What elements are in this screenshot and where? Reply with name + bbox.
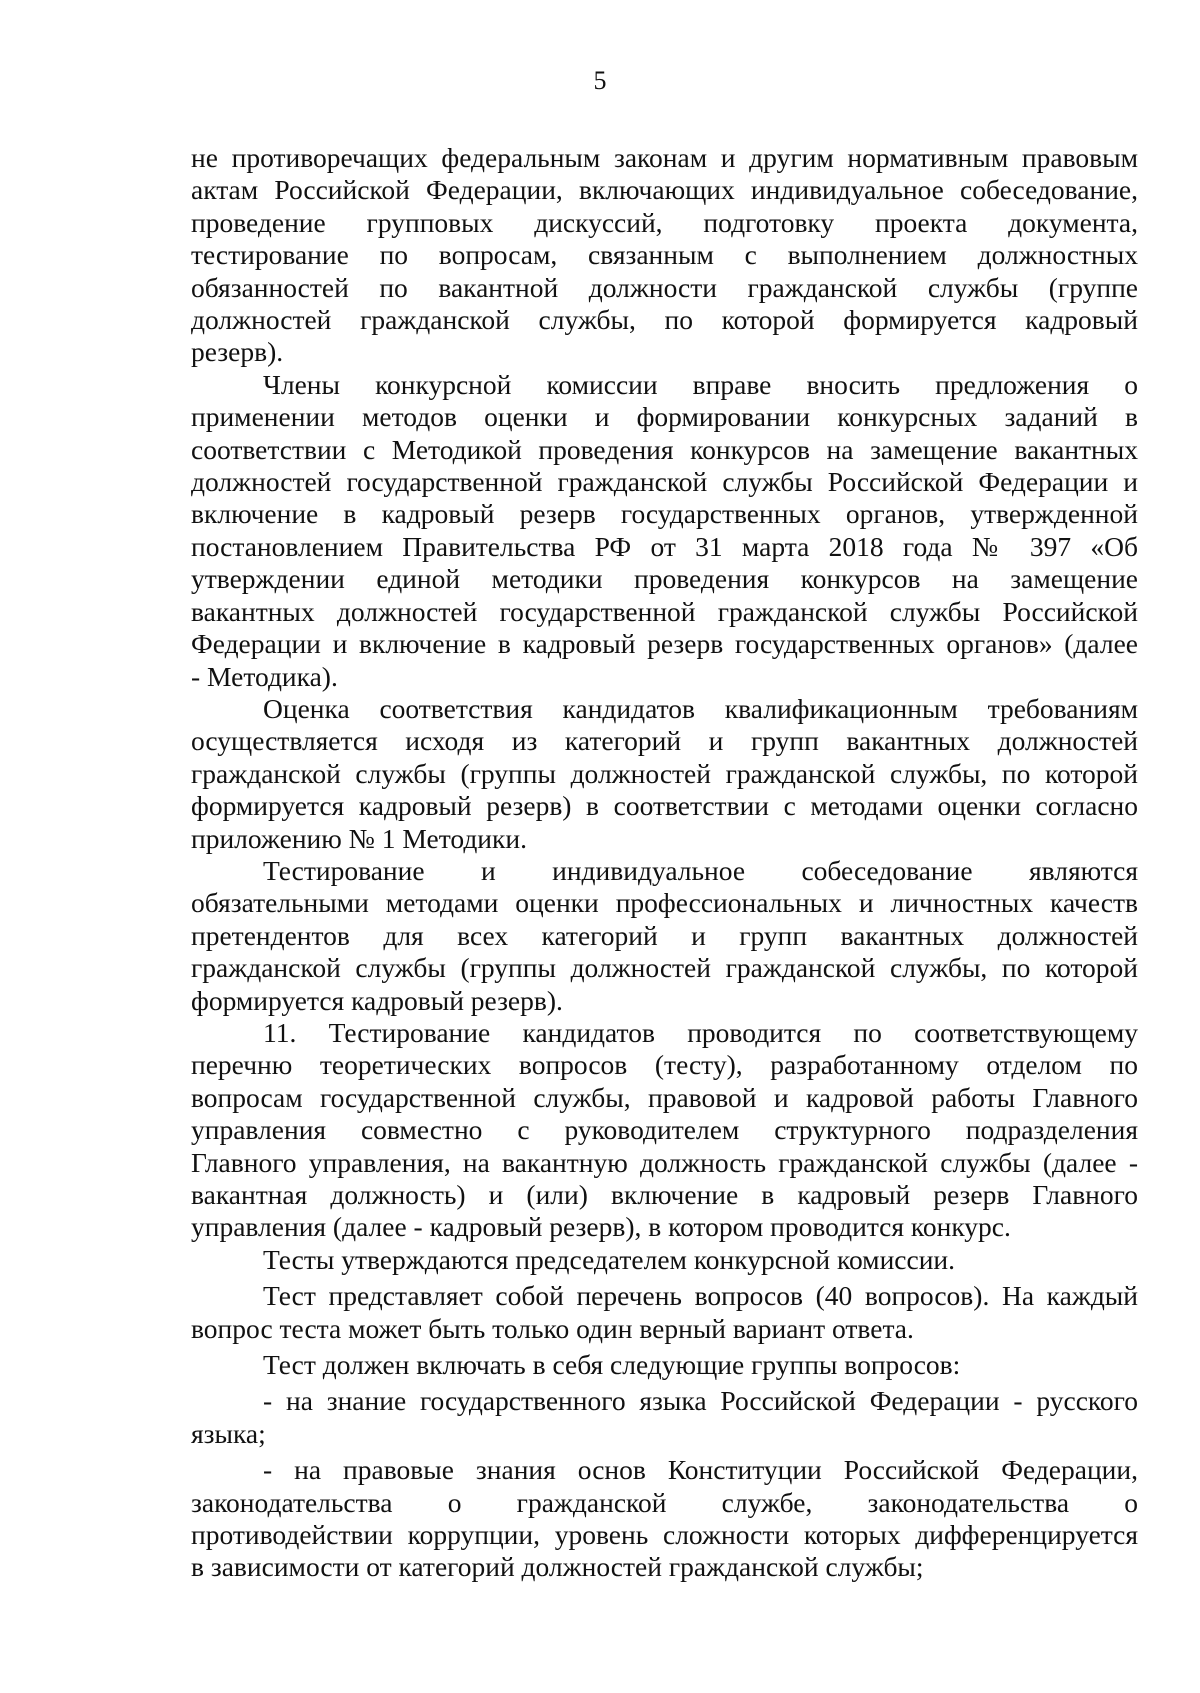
- text-line: претендентов для всех категорий и групп вакантных должностей: [191, 919, 1138, 951]
- text-line: - Методика).: [191, 660, 338, 692]
- paragraph: [191, 1385, 1138, 1450]
- text-line: вакантная должность) и (или) включение в кадровый резерв Главного: [191, 1179, 1138, 1210]
- paragraph: [191, 1017, 1138, 1244]
- text-line: управления совместно с руководителем структурного подразделения: [191, 1114, 1138, 1146]
- text-line: тестирование по вопросам, связанным с выполнением должностных: [191, 239, 1138, 271]
- text-line: актам Российской Федерации, включающих индивидуальное собеседование,: [191, 174, 1138, 206]
- text-line: противодействии коррупции, уровень сложности которых дифференцируется: [191, 1519, 1138, 1551]
- text-line: перечню теоретических вопросов (тесту), разработанному отделом по: [191, 1049, 1138, 1081]
- paragraph: [191, 1244, 1138, 1276]
- text-line: законодательства о гражданской службе, законодательства о: [191, 1486, 1138, 1518]
- text-line: Тестирование и индивидуальное собеседование являются: [263, 854, 1138, 886]
- paragraph: [191, 1454, 1138, 1584]
- text-line: формируется кадровый резерв) в соответствии с методами оценки согласно: [191, 790, 1138, 822]
- text-line: должностей гражданской службы, по которой формируется кадровый: [191, 304, 1138, 336]
- text-line: обязанностей по вакантной должности гражданской службы (группе: [191, 271, 1138, 303]
- text-line: Главного управления, на вакантную должность гражданской службы (далее -: [191, 1146, 1138, 1178]
- text-line: должностей государственной гражданской службы Российской Федерации и: [191, 466, 1138, 498]
- text-line: применении методов оценки и формировании конкурсных заданий в: [191, 401, 1138, 433]
- text-line: приложению № 1 Методики.: [191, 822, 527, 854]
- paragraph: [191, 142, 1138, 369]
- text-line: языка;: [191, 1417, 266, 1449]
- paragraph: [191, 369, 1138, 693]
- text-line: включение в кадровый резерв государственных органов, утвержденной: [191, 498, 1138, 530]
- text-line: утверждении единой методики проведения конкурсов на замещение: [191, 563, 1138, 595]
- text-line: вопрос теста может быть только один верный вариант ответа.: [191, 1312, 914, 1344]
- text-line: Тесты утверждаются председателем конкурсной комиссии.: [263, 1243, 956, 1275]
- text-line: в зависимости от категорий должностей гражданской службы;: [191, 1551, 924, 1583]
- paragraph: [191, 693, 1138, 855]
- text-line: резерв).: [191, 336, 284, 368]
- text-line: - на знание государственного языка Российской Федерации - русского: [263, 1385, 1138, 1417]
- text-line: вопросам государственной службы, правовой и кадровой работы Главного: [191, 1081, 1138, 1113]
- text-line: управления (далее - кадровый резерв), в котором проводится конкурс.: [191, 1211, 1011, 1243]
- text-line: Члены конкурсной комиссии вправе вносить предложения о: [263, 368, 1138, 400]
- text-line: 11. Тестирование кандидатов проводится по соответствующему: [263, 1016, 1138, 1048]
- text-line: проведение групповых дискуссий, подготовку проекта документа,: [191, 206, 1138, 238]
- text-line: не противоречащих федеральным законам и другим нормативным правовым: [191, 142, 1138, 173]
- document-body: [191, 142, 1138, 1584]
- text-line: гражданской службы (группы должностей гражданской службы, по которой: [191, 757, 1138, 789]
- text-line: - на правовые знания основ Конституции Российской Федерации,: [263, 1454, 1138, 1486]
- text-line: Тест должен включать в себя следующие группы вопросов:: [263, 1349, 961, 1381]
- paragraph: [191, 1349, 1138, 1381]
- text-line: Тест представляет собой перечень вопросов (40 вопросов). На каждый: [263, 1280, 1138, 1312]
- text-line: постановлением Правительства РФ от 31 марта 2018 года № 397 «Об: [191, 530, 1138, 562]
- paragraph: [191, 1280, 1138, 1345]
- text-line: осуществляется исходя из категорий и групп вакантных должностей: [191, 725, 1138, 757]
- text-line: Оценка соответствия кандидатов квалификационным требованиям: [263, 692, 1138, 724]
- text-line: формируется кадровый резерв).: [191, 984, 563, 1016]
- paragraph: [191, 855, 1138, 1017]
- page-number: 5: [593, 66, 607, 95]
- text-line: вакантных должностей государственной гражданской службы Российской: [191, 595, 1138, 627]
- text-line: обязательными методами оценки профессиональных и личностных качеств: [191, 887, 1138, 919]
- text-line: гражданской службы (группы должностей гражданской службы, по которой: [191, 952, 1138, 984]
- text-line: соответствии с Методикой проведения конкурсов на замещение вакантных: [191, 433, 1138, 465]
- text-line: Федерации и включение в кадровый резерв государственных органов» (далее: [191, 628, 1138, 660]
